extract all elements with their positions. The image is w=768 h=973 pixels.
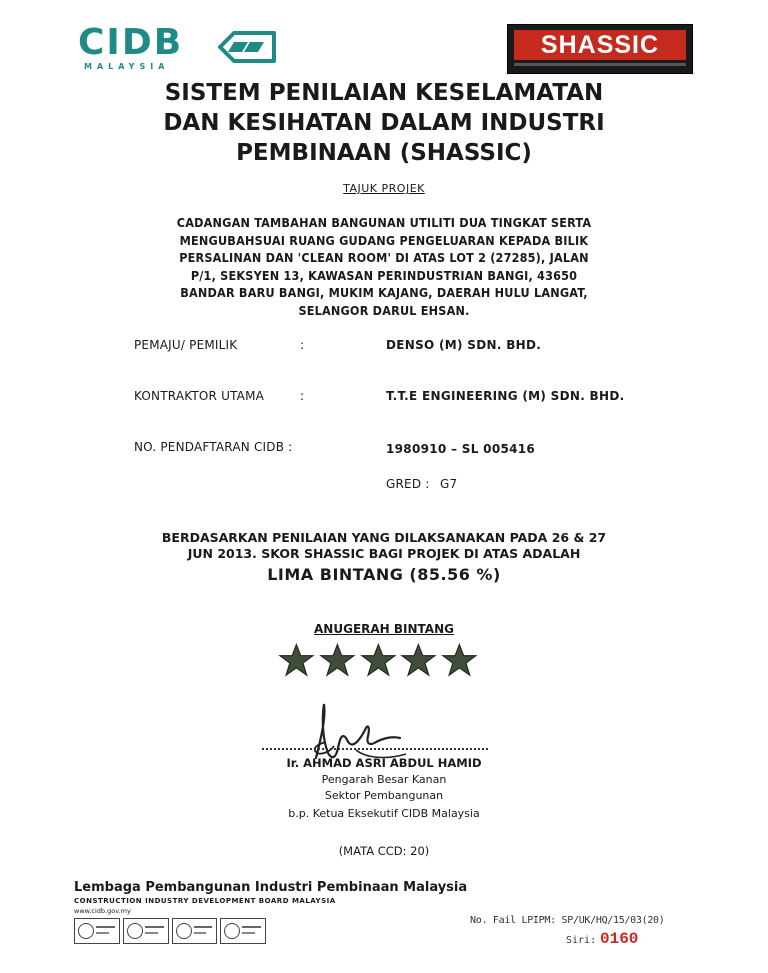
contractor-label: KONTRAKTOR UTAMA xyxy=(134,389,265,403)
star-icon xyxy=(441,642,478,680)
project-description-line: CADANGAN TAMBAHAN BANGUNAN UTILITI DUA TINGKAT SERTA xyxy=(176,215,592,230)
file-reference: No. Fail LPIPM: SP/UK/HQ/15/03(20) xyxy=(470,915,665,926)
star-award-row xyxy=(278,642,478,682)
cidb-registration-label: NO. PENDAFTARAN CIDB : xyxy=(134,440,293,454)
project-description-line: P/1, SEKSYEN 13, KAWASAN PERINDUSTRIAN BANGI, 43650 xyxy=(190,267,578,283)
certification-logo xyxy=(74,918,120,944)
shassic-logo xyxy=(507,24,693,74)
cidb-logo xyxy=(78,22,288,72)
serial-label: Siri: xyxy=(566,935,597,946)
footer-organisation: Lembaga Pembangunan Industri Pembinaan Malaysia xyxy=(74,880,468,895)
star-icon xyxy=(400,642,437,680)
owner-value: DENSO (M) SDN. BHD. xyxy=(386,338,542,352)
footer-website: www.cidb.gov.my xyxy=(74,907,131,915)
certification-logo xyxy=(172,918,218,944)
project-description-line: MENGUBAHSUAI RUANG GUDANG PENGELUARAN KEPADA BILIK xyxy=(179,232,589,248)
cidb-logo-subtext: MALAYSIA xyxy=(84,62,170,71)
assessment-line-2: JUN 2013. SKOR SHASSIC BAGI PROJEK DI ATAS ADALAH xyxy=(187,546,581,561)
project-description-line: BANDAR BARU BANGI, MUKIM KAJANG, DAERAH HULU LANGAT, xyxy=(180,285,588,300)
contractor-colon: : xyxy=(300,389,305,403)
owner-colon: : xyxy=(300,338,305,352)
signatory-title-3: b.p. Ketua Eksekutif CIDB Malaysia xyxy=(288,807,480,820)
contractor-value: T.T.E ENGINEERING (M) SDN. BHD. xyxy=(386,389,625,403)
certification-logos xyxy=(74,918,266,944)
project-description xyxy=(0,214,768,319)
signature-line xyxy=(262,748,488,750)
star-icon xyxy=(278,642,315,680)
signatory-title-1: Pengarah Besar Kanan xyxy=(321,773,447,786)
certification-logo xyxy=(123,918,169,944)
signatory-title-2: Sektor Pembangunan xyxy=(324,789,444,802)
ccd-points: (MATA CCD: 20) xyxy=(338,844,430,858)
grade-value: G7 xyxy=(440,477,458,491)
cidb-logo-text: CIDB xyxy=(78,22,184,63)
certificate-title-line-3: PEMBINAAN (SHASSIC) xyxy=(236,140,532,166)
signatory-name: Ir. AHMAD ASRI ABDUL HAMID xyxy=(286,756,482,770)
footer-organisation-english: CONSTRUCTION INDUSTRY DEVELOPMENT BOARD MALAYSIA xyxy=(74,897,336,905)
shassic-logo-text: SHASSIC xyxy=(514,30,686,60)
assessment-line-1: BERDASARKAN PENILAIAN YANG DILAKSANAKAN PADA 26 & 27 xyxy=(161,530,607,545)
certificate-title-line-2: DAN KESIHATAN DALAM INDUSTRI xyxy=(163,110,605,136)
star-icon xyxy=(360,642,397,680)
certificate-title-line-1: SISTEM PENILAIAN KESELAMATAN xyxy=(164,80,604,106)
project-description-line: PERSALINAN DAN 'CLEAN ROOM' DI ATAS LOT 2 (27285), JALAN xyxy=(179,250,589,265)
shassic-logo-tagline xyxy=(514,63,686,66)
award-label: ANUGERAH BINTANG xyxy=(314,622,454,636)
project-title-label: TAJUK PROJEK xyxy=(343,182,425,195)
grade-label: GRED : xyxy=(386,477,430,491)
star-icon xyxy=(319,642,356,680)
project-description-line: SELANGOR DARUL EHSAN. xyxy=(298,302,470,318)
certification-logo xyxy=(220,918,266,944)
cidb-registration-value: 1980910 – SL 005416 xyxy=(386,442,536,456)
owner-label: PEMAJU/ PEMILIK xyxy=(134,338,238,352)
star-rating-result: LIMA BINTANG (85.56 %) xyxy=(267,565,501,584)
serial-number: 0160 xyxy=(600,930,639,948)
cidb-emblem-icon xyxy=(212,30,282,64)
